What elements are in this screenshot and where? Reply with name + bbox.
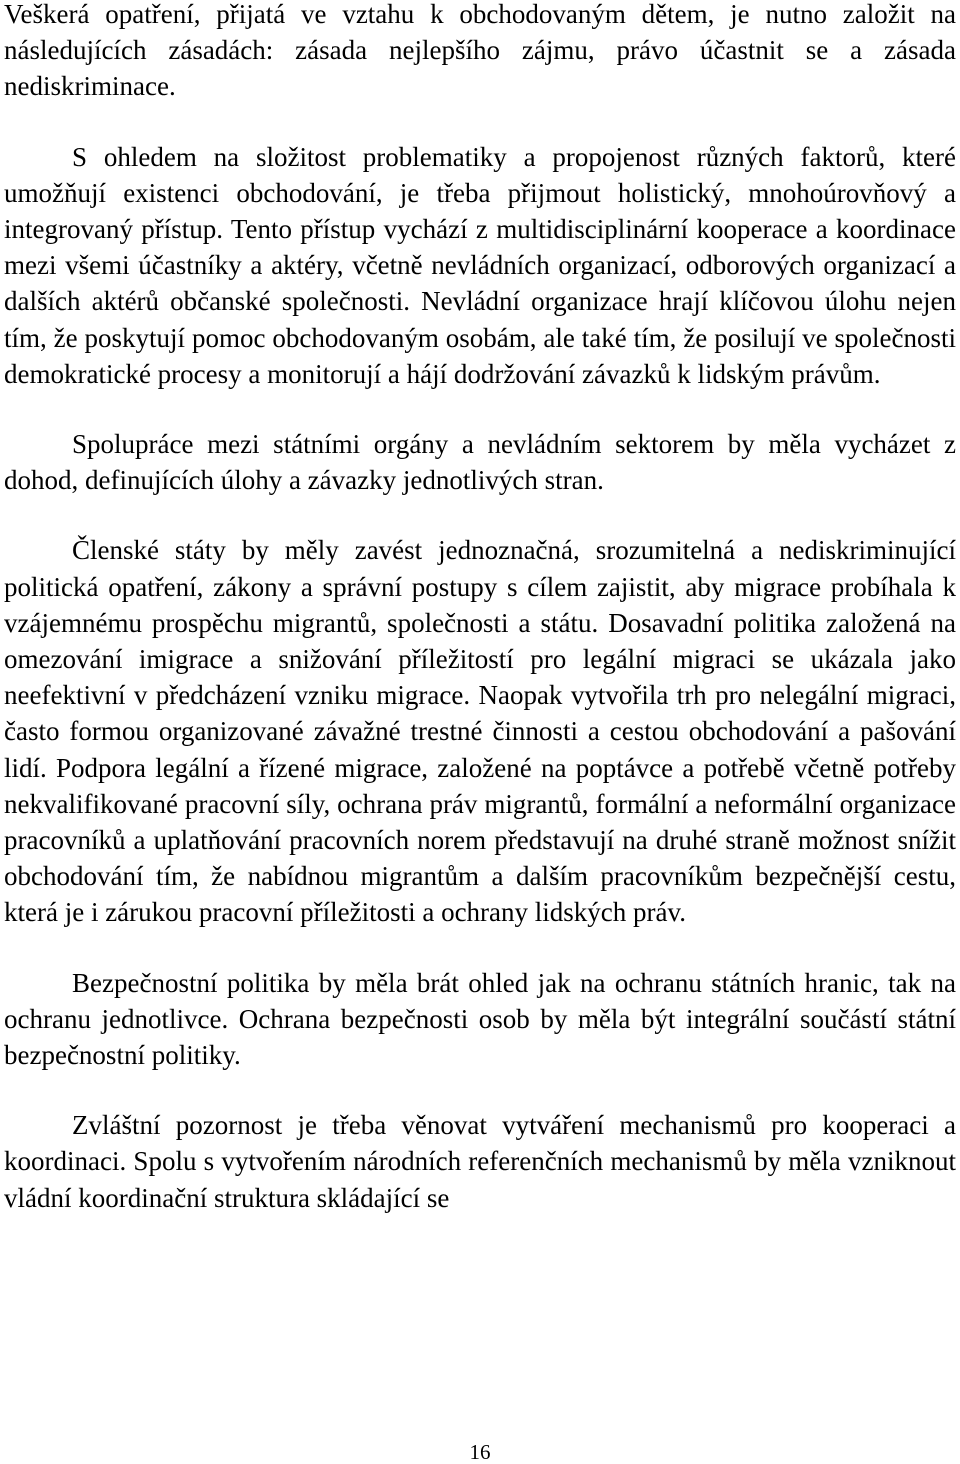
paragraph-security-policy: Bezpečnostní politika by měla brát ohled jak na ochranu státních hranic, tak na ochranu jednotlivce. Ochrana bezpečnosti osob by měla být integrální součástí státní bezpečnostní politiky.	[4, 967, 956, 1071]
document-page	[4, 0, 956, 1216]
paragraph-holistic-approach: S ohledem na složitost problematiky a propojenost různých faktorů, které umožňují existenci obchodování, je třeba přijmout holistický, mnohoúrovňový a integrovaný přístup. Tento přístup vychází z multidisciplinární kooperace a koordinace mezi všemi účastníky a aktéry, včetně nevládních organizací, odborových organizací a dalších aktérů občanské společnosti. Nevládní organizace hrají klíčovou úlohu nejen tím, že poskytují pomoc obchodovaným osobám, ale také tím, že posilují ve společnosti demokratické procesy a monitorují a hájí dodržování závazků k lidským právům.	[4, 141, 956, 389]
paragraph-member-states: Členské státy by měly zavést jednoznačná, srozumitelná a nediskriminující politická opatření, zákony a správní postupy s cílem zajistit, aby migrace probíhala k vzájemnému prospěchu migrantů, společnosti a státu. Dosavadní politika založená na omezování imigrace a snižování příležitostí pro legální migraci se ukázala jako neefektivní v předcházení vzniku migrace. Naopak vytvořila trh pro nelegální migraci, často formou organizované závažné trestné činnosti a cestou obchodování a pašování lidí. Podpora legální a řízené migrace, založené na poptávce a potřebě včetně potřeby nekvalifikované pracovní síly, ochrana práv migrantů, formální a neformální organizace pracovníků a uplatňování pracovních norem představují na druhé straně možnost snížit obchodování tím, že nabídnou migrantům a dalším pracovníkům bezpečnější cestu, která je i zárukou pracovní příležitosti a ochrany lidských práv.	[4, 535, 956, 928]
paragraph-cooperation: Spolupráce mezi státními orgány a nevládním sektorem by měla vycházet z dohod, definujících úlohy a závazky jednotlivých stran.	[4, 429, 956, 496]
paragraph-mechanisms: Zvláštní pozornost je třeba věnovat vytváření mechanismů pro kooperaci a koordinaci. Spolu s vytvořením národních referenčních mechanismů by měla vzniknout vládní koordinační struktura skládající se	[4, 1110, 956, 1213]
paragraph-child-principles: Veškerá opatření, přijatá ve vztahu k obchodovaným dětem, je nutno založit na následujících zásadách: zásada nejlepšího zájmu, právo účastnit se a zásada nediskriminace.	[4, 0, 956, 102]
page-number: 16	[469, 1440, 491, 1464]
